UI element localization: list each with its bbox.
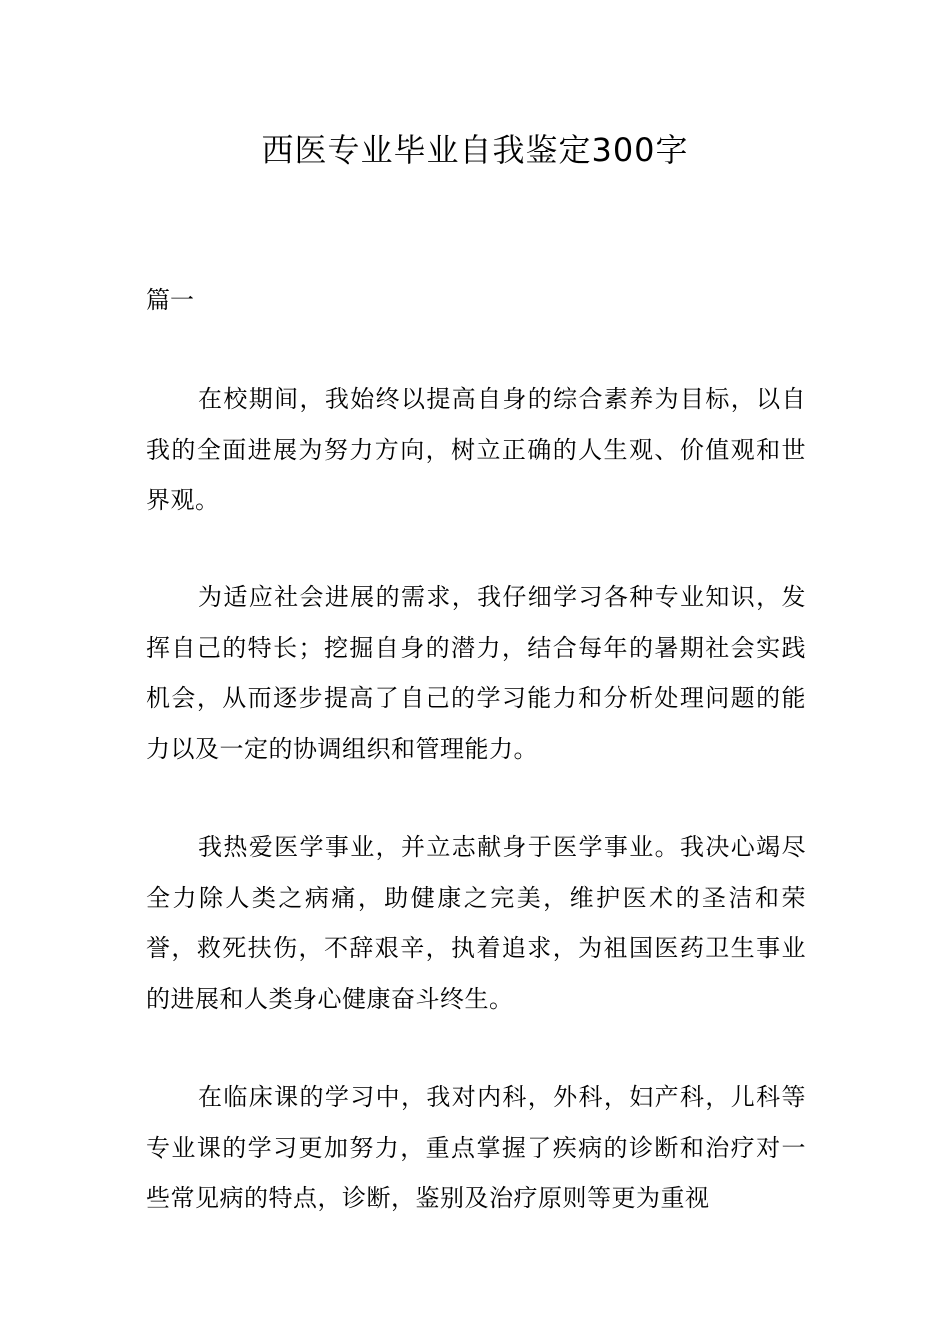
paragraph-2: 为适应社会进展的需求，我仔细学习各种专业知识，发挥自己的特长；挖掘自身的潜力，结合每年的暑期社会实践机会，从而逐步提高了自己的学习能力和分析处理问题的能力以及一定的协调组织和管理能力。 xyxy=(146,583,806,763)
paragraph-4: 在临床课的学习中，我对内科，外科，妇产科，儿科等专业课的学习更加努力，重点掌握了疾病的诊断和治疗对一些常见病的特点，诊断，鉴别及治疗原则等更为重视 xyxy=(146,1083,806,1212)
document-title: 西医专业毕业自我鉴定300字 xyxy=(261,131,689,169)
paragraph-1: 在校期间，我始终以提高自身的综合素养为目标，以自我的全面进展为努力方向，树立正确的人生观、价值观和世界观。 xyxy=(146,385,806,514)
paragraph-3: 我热爱医学事业，并立志献身于医学事业。我决心竭尽全力除人类之病痛，助健康之完美，维护医术的圣洁和荣誉，救死扶伤，不辞艰辛，执着追求，为祖国医药卫生事业的进展和人类身心健康奋斗终生。 xyxy=(146,833,806,1013)
section-label: 篇一 xyxy=(146,286,194,314)
